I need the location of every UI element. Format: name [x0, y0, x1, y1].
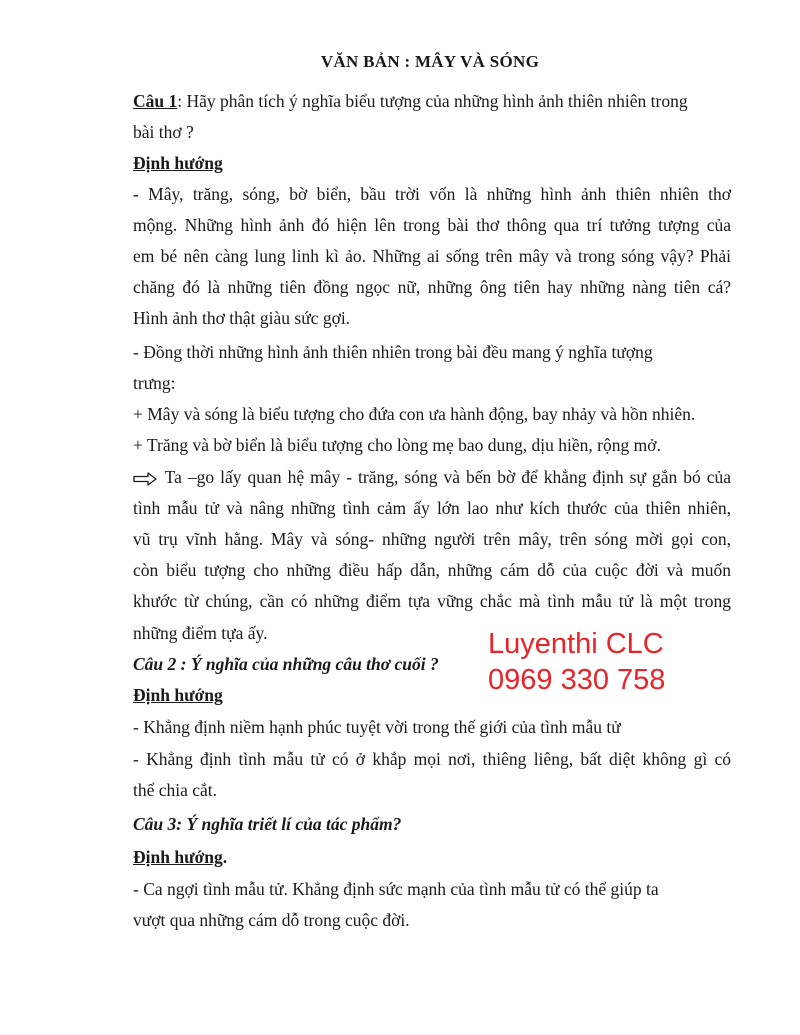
guidance-heading-3-period: .	[222, 847, 228, 867]
question-1	[133, 90, 731, 112]
paragraph-8-line-1: - Ca ngợi tình mẫu tử. Khẳng định sức mạnh của tình mẫu tử có thể giúp ta	[133, 879, 659, 899]
guidance-heading-2: Định hướng	[133, 685, 223, 705]
contact-watermark	[488, 626, 665, 698]
watermark-phone: 0969 330 758	[488, 664, 666, 696]
guidance-heading-3	[133, 846, 227, 868]
guidance-heading-3-text: Định hướng	[133, 847, 223, 867]
question-2: Câu 2 : Ý nghĩa của những câu thơ cuối ?	[133, 654, 439, 674]
paragraph-5-line-6: những điểm tựa ấy.	[133, 623, 268, 643]
paragraph-5-line-5: khước từ chúng, cần có những điểm tựa vững chắc mà tình mẫu tử là một trong	[133, 591, 731, 611]
paragraph-5-text: Ta –go lấy quan hệ mây - trăng, sóng và bến bờ để khẳng định sự gắn bó của	[159, 467, 731, 487]
paragraph-5-line-4: còn biểu tượng cho những điều hấp dẫn, những cám dỗ của cuộc đời và muốn	[133, 560, 731, 580]
question-3: Câu 3: Ý nghĩa triết lí của tác phẩm?	[133, 814, 402, 834]
paragraph-5-line-2: tình mẫu tử và nâng những tình cảm ấy lớn lao như kích thước của thiên nhiên,	[133, 498, 731, 518]
paragraph-5-line-3: vũ trụ vĩnh hằng. Mây và sóng- những người trên mây, trên sóng mời gọi con,	[133, 529, 731, 549]
paragraph-1-line-1: - Mây, trăng, sóng, bờ biển, bầu trời vốn là những hình ảnh thiên nhiên thơ	[133, 184, 731, 204]
guidance-heading-1: Định hướng	[133, 153, 223, 173]
paragraph-1-line-2: mộng. Những hình ảnh đó hiện lên trong bài thơ thông qua trí tưởng tượng của	[133, 215, 731, 235]
paragraph-1-line-5: Hình ảnh thơ thật giàu sức gợi.	[133, 308, 351, 328]
question-1-continued: bài thơ ?	[133, 122, 194, 142]
symbol-point-clouds-waves: + Mây và sóng là biểu tượng cho đứa con ưa hành động, bay nhảy và hồn nhiên.	[133, 404, 696, 424]
paragraph-5-line-1	[133, 466, 731, 488]
document-title: VĂN BẢN : MÂY VÀ SÓNG	[320, 52, 540, 71]
paragraph-2-line-2: trưng:	[133, 373, 176, 393]
watermark-brand: Luyenthi CLC	[488, 628, 664, 660]
paragraph-8-line-2: vượt qua những cám dỗ trong cuộc đời.	[133, 910, 410, 930]
symbol-point-moon-shore: + Trăng và bờ biển là biểu tượng cho lòng mẹ bao dung, dịu hiền, rộng mở.	[133, 435, 661, 455]
paragraph-7-line-2: thể chia cắt.	[133, 780, 218, 800]
question-1-label: Câu 1	[133, 91, 178, 111]
paragraph-7-line-1: - Khẳng định tình mẫu tử có ở khắp mọi nơi, thiêng liêng, bất diệt không gì có	[133, 749, 731, 769]
paragraph-6: - Khẳng định niềm hạnh phúc tuyệt vời trong thế giới của tình mẫu tử	[133, 717, 621, 737]
paragraph-2-line-1: - Đồng thời những hình ảnh thiên nhiên trong bài đều mang ý nghĩa tượng	[133, 342, 653, 362]
question-1-text: : Hãy phân tích ý nghĩa biểu tượng của những hình ảnh thiên nhiên trong	[177, 91, 688, 111]
paragraph-1-line-3: em bé nên càng lung linh kì ảo. Những ai sống trên mây và trong sóng vậy? Phải	[133, 246, 731, 266]
right-double-arrow-icon	[133, 472, 159, 486]
paragraph-1-line-4: chăng đó là những tiên đồng ngọc nữ, những ông tiên hay những nàng tiên cá?	[133, 277, 731, 297]
